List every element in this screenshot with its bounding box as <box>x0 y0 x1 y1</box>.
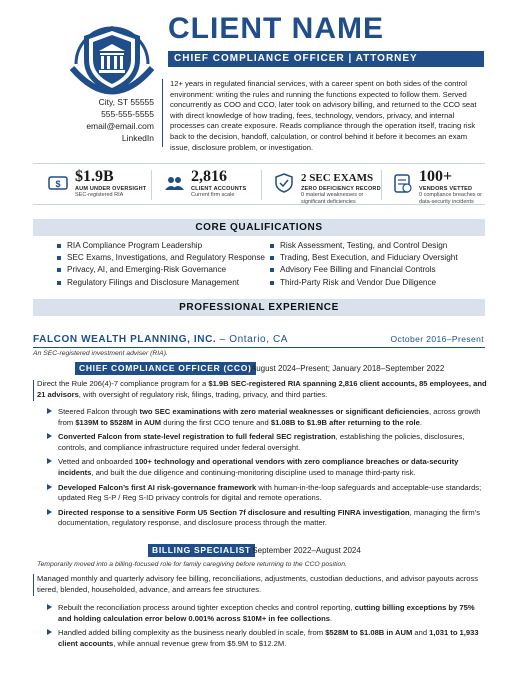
metric-aum-value: $1.9B <box>75 168 114 185</box>
qualification-item: Third-Party Risk and Vendor Due Diligence <box>268 277 483 289</box>
metric-divider <box>261 170 262 200</box>
metric-exams-sub-line2: significant deficiencies <box>301 198 356 205</box>
metric-exams-value: 2 SEC EXAMS <box>301 172 374 184</box>
role-title-billing: BILLING SPECIALIST <box>148 544 255 557</box>
employer-note: An SEC-registered investment adviser (RIA). <box>33 350 168 357</box>
people-icon <box>163 172 185 194</box>
summary-divider <box>162 79 163 147</box>
metric-vendors-sub-line1: 0 compliance breaches or <box>419 192 482 198</box>
qualification-item: Privacy, AI, and Emerging-Risk Governance <box>55 264 270 276</box>
role-intro-rule <box>33 380 34 401</box>
employer-name: FALCON WEALTH PLANNING, INC. <box>33 334 217 345</box>
achievement-bullet: Handled added billing complexity as the business nearly doubled in scale, from $528M to $1.08B in AUM and 1,031 to 1,933 client accounts, while annual revenue grew from $5.9M to $12.2M. <box>44 628 487 649</box>
contact-block <box>28 96 154 144</box>
core-qualifications-heading: CORE QUALIFICATIONS <box>33 219 485 236</box>
role-bullets-billing <box>44 603 487 649</box>
contact-email[interactable]: email@email.com <box>86 121 154 131</box>
metric-exams-caption: ZERO DEFICIENCY RECORD <box>301 186 381 192</box>
professional-title: CHIEF COMPLIANCE OFFICER | ATTORNEY <box>168 51 484 67</box>
role-dates-cco: | August 2024–Present; January 2018–September 2022 <box>247 364 445 373</box>
intro-text: Direct the Rule 206(4)-7 compliance program for a <box>37 379 209 388</box>
qualification-item: RIA Compliance Program Leadership <box>55 240 270 252</box>
employer-location: – Ontario, CA <box>216 334 289 345</box>
role-title-cco: CHIEF COMPLIANCE OFFICER (CCO) <box>75 362 256 375</box>
achievement-bullet: Converted Falcon from state-level registration to full federal SEC registration, establishing the policies, disclosures, controls, and compliance infrastructure required under federal oversight. <box>44 432 487 453</box>
qualifications-left-list <box>55 240 270 289</box>
checklist-icon <box>391 172 413 194</box>
achievement-bullet: Rebuilt the reconciliation process around tighter exception checks and control reporting, cutting billing exceptions by 75% and holding calculation error below 0.001% across $10M+ in fee collections. <box>44 603 487 624</box>
role-intro-cco <box>37 379 487 400</box>
qualification-item: SEC Exams, Investigations, and Regulatory Response <box>55 252 270 264</box>
metric-exams-sub-line1: 0 material weaknesses or <box>301 192 364 198</box>
candidate-name: CLIENT NAME <box>168 12 384 45</box>
metric-accounts-caption: CLIENT ACCOUNTS <box>191 186 247 192</box>
professional-experience-heading: PROFESSIONAL EXPERIENCE <box>33 299 485 316</box>
role-dates-billing: | September 2022–August 2024 <box>248 546 361 555</box>
achievement-bullet: Steered Falcon through two SEC examinations with zero material weaknesses or significant deficiencies, across growth from $139M to $528M in AUM during the first CCO tenure and $1.08B to $1.9B after returning to the role. <box>44 407 487 428</box>
contact-phone: 555-555-5555 <box>101 109 154 119</box>
metric-vendors-value: 100+ <box>419 168 453 185</box>
intro-highlight: $1.9B SEC-registered RIA spanning 2,816 client accounts, 85 employees, and 21 advisors <box>37 379 487 399</box>
metric-vendors-caption: VENDORS VETTED <box>419 186 473 192</box>
firm-logo <box>62 20 162 100</box>
metric-aum-sub: SEC-registered RIA <box>75 192 124 198</box>
metric-divider <box>381 170 382 200</box>
achievement-bullet: Vetted and onboarded 100+ technology and operational vendors with zero compliance breaches or data-security incidents, and built the due diligence and continuing-monitoring discipline used to manage third-party risk. <box>44 457 487 478</box>
metric-vendors-sub <box>419 192 482 205</box>
role-intro-billing: Managed monthly and quarterly advisory fee billing, reconciliations, adjustments, custodian deductions, and advisor payouts across tiered, blended, householded, advance, and arrears fee structures. <box>37 574 479 594</box>
metrics-strip <box>33 163 485 205</box>
employer-divider <box>33 347 485 348</box>
achievement-bullet: Directed response to a sensitive Form U5 Section 7f disclosure and resulting FINRA investigation, managing the firm’s documentation, regulatory response, and disclosure process through the matter. <box>44 508 487 529</box>
intro-text: , with oversight of regulatory risk, filings, trading, privacy, and third parties. <box>78 389 328 399</box>
metric-accounts-sub: Current firm scale <box>191 192 235 198</box>
metric-accounts-value: 2,816 <box>191 168 227 185</box>
role-intro-rule <box>33 574 34 596</box>
role-header-billing <box>148 544 448 557</box>
qualification-item: Trading, Best Execution, and Fiduciary Oversight <box>268 252 483 264</box>
achievement-bullet: Developed Falcon’s first AI risk-governance framework with human-in-the-loop safeguards and acceptable-use standards; updated Reg S-P / Reg S-ID privacy controls for digital and remote operations. <box>44 483 487 504</box>
qualifications-right-list <box>268 240 483 289</box>
contact-location: City, ST 55555 <box>98 97 154 107</box>
metric-divider <box>151 170 152 200</box>
metric-aum-caption: AUM UNDER OVERSIGHT <box>75 186 147 192</box>
summary-paragraph: 12+ years in regulated financial services, with a career spent on both sides of the control environment: writing the rules and running the functions expected to follow them. Served concurrently as COO and CCO, later took on advisory billing, and returned to the CCO seat with direct knowledge of how trading, fees, technology, vendors, privacy, and internal processes can create exposure. Reads compliance through the operation itself, tracing risk back to the decision, handoff, calculation, or control behind it before it becomes an exam issue, disclosure problem, or investigation. <box>170 79 477 152</box>
contact-linkedin[interactable]: LinkedIn <box>121 133 154 143</box>
shield-check-icon <box>273 172 295 194</box>
metric-exams-sub <box>301 192 363 205</box>
svg-text:$: $ <box>55 179 61 189</box>
qualification-item: Regulatory Filings and Disclosure Management <box>55 277 270 289</box>
qualification-item: Risk Assessment, Testing, and Control Design <box>268 240 483 252</box>
employer-dates: October 2016–Present <box>390 334 484 344</box>
role-header-cco <box>75 362 495 375</box>
role-note-billing: Temporarily moved into a billing-focused role for family caregiving before returning to the CCO position. <box>37 561 347 568</box>
money-icon <box>47 172 69 194</box>
metric-vendors-sub-line2: data-security incidents <box>419 198 474 205</box>
employer-line <box>33 334 288 345</box>
qualification-item: Advisory Fee Billing and Financial Controls <box>268 264 483 276</box>
role-bullets-cco <box>44 407 487 529</box>
